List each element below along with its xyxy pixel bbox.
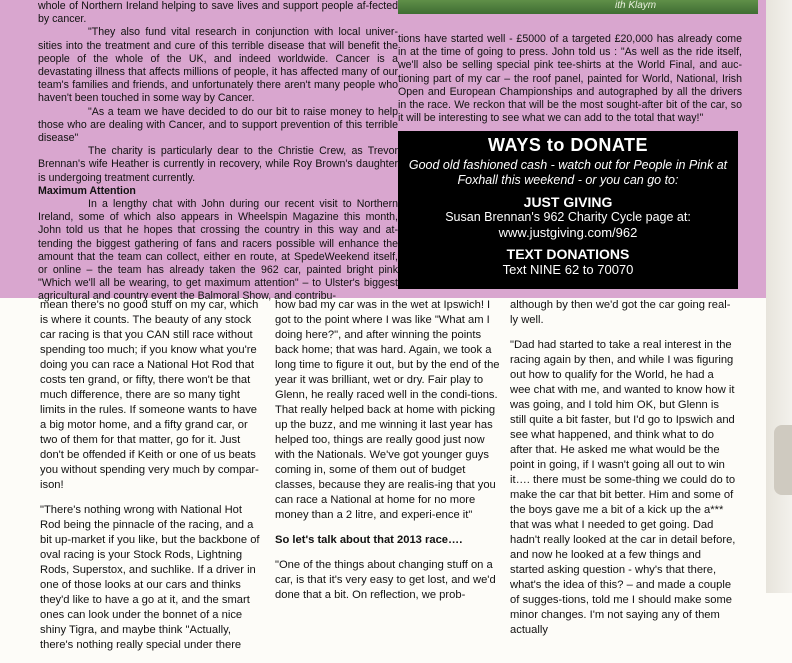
- col1-paragraph-2: "There's nothing wrong with National Hot Rod being the pinnacle of the racing, and a bit up-market if you like, but the backbone of oval racing is your Stock Rods, Lightning Rods, Superstox, and suchlike. If a driver in one of those looks at our cars and thinks they'd like to have a go at it, and the smart ones can look under the bonnet of a nice shiny Tigra, and maybe think "Actually, there's nothing really special under there: [40, 504, 260, 651]
- paragraph-1: whole of Northern Ireland helping to save lives and support people af-fected by cancer.: [38, 0, 398, 26]
- next-page-edge: [766, 0, 792, 593]
- donate-title: WAYS to DONATE: [487, 135, 648, 155]
- text-donations-line: Text NINE 62 to 70070: [502, 262, 634, 277]
- paragraph-4: The charity is particularly dear to the Christie Crew, as Trevor Brennan's wife Heather is currently in recovery, while Roy Brown's daughter is undergoing treatment currently.: [38, 145, 398, 184]
- donate-box: [398, 131, 738, 289]
- paragraph-5: In a lengthy chat with John during our recent visit to Northern Ireland, some of which also appears in Wheelspin Magazine this month, John told us that he hopes that crossing the country in this way and at-tending the biggest gathering of fans and racers possible will enhance the amount that the team can collect, either en route, at SpedeWeekend itself, or online – the team has already taken the 962 car, painted bright pink "Which we'll all be wearing, to get maximum attention" – to Ulster's biggest agricultural and country event the Balmoral Show, and contribu-: [38, 198, 398, 303]
- col3-paragraph-1: although by then we'd got the car going real-ly well.: [510, 299, 731, 326]
- cash-text: Good old fashioned cash - watch out for People in Pink at Foxhall this weekend - or you can go to:: [408, 158, 728, 187]
- col2-heading: So let's talk about that 2013 race….: [275, 534, 463, 546]
- text-donations-title: TEXT DONATIONS: [506, 246, 630, 262]
- column-3: [510, 298, 736, 648]
- column-2: [275, 298, 503, 613]
- justgiving-title: JUST GIVING: [523, 194, 613, 210]
- justgiving-url: www.justgiving.com/962: [498, 225, 638, 240]
- col2-paragraph-2: "One of the things about changing stuff on a car, is that it's very easy to get lost, and we'd done that a bit. On reflection, we prob-: [275, 559, 496, 601]
- col3-paragraph-2: "Dad had started to take a real interest in the racing again by then, and while I was figuring out how to qualify for the World, he had a wee chat with me, and wanted to know how it was going, and I told him OK, but Glenn is still quite a bit faster, but I'd go to Ipswich and see what happened, and think what to do after that. He asked me what would be the point in going, if I wasn't going all out to win it…. there must be some-thing we could do to make the car that bit better. Him and some of the boys gave me a bit of a kick up the a*** that was what I needed to get going. Dad hadn't really looked at the car in detail before, and now he looked at a few things and started asking question - why's that there, what's the idea of this? – and made a couple of sugges-tions, told me I should make some minor changes. I'm not saying any of them actually: [510, 339, 736, 636]
- justgiving-line: Susan Brennan's 962 Charity Cycle page at:: [445, 210, 691, 224]
- subheading-maximum-attention: Maximum Attention: [38, 184, 136, 197]
- next-page-photo-edge: [774, 425, 792, 495]
- race-photo: [398, 0, 758, 14]
- right-article: [398, 33, 742, 125]
- paragraph-3: "As a team we have decided to do our bit to raise money to help those who are dealing with Cancer, and to support prevention of this terrible disease": [38, 105, 398, 145]
- col2-paragraph-1: how bad my car was in the wet at Ipswich! I got to the point where I was like "What am I doing here?", and after winning the points back home; that was hard. Again, we took a long time to figure it out, but by the end of the year it was brilliant, wet or dry. Fair play to Glenn, he really raced well in the condi-tions. That really helped back at home with picking up the buzz, and me winning it last year has helped too, things are really good just now with the Nationals. We've got younger guys coming in, some of them out of budget classes, because they are realis-ing that you can race a National at home for no more money than a 2 litre, and experi-ence it": [275, 299, 500, 521]
- column-1: [40, 298, 265, 663]
- photo-caption: ith Klaym: [615, 0, 657, 11]
- paragraph-2: "They also fund vital research in conjunction with local univer-sities into the treatment and cure of this terrible disease that will benefit the people of the whole of the UK, and indeed worldwide. Cancer is a devastating illness that affects millions of people, it has affected many of our team's families and friends, and unfortunately there aren't many people who haven't been touched in some way by Cancer.: [38, 26, 398, 105]
- right-paragraph: tions have started well - £5000 of a targeted £20,000 has already come in at the time of going to press. John told us : "As well as the ride itself, we'll also be selling special pink tee-shirts at the World Final, and auc-tioning part of my car – the roof panel, painted for World, National, Irish Open and European Championships and autographed by all the drivers in the race. We reckon that will be the most sought-after bit of the car, so it will be interesting to see what we can add to the total that way!": [398, 33, 742, 125]
- left-article: [38, 0, 398, 304]
- col1-paragraph-1: mean there's no good stuff on my car, which is where it counts. The beauty of any stock car racing is that you CAN still race without spending too much; if you know what you're doing you can race a National Hot Rod that costs ten grand, or fifty, there won't be that much difference, there are so many tight limits in the rules. If someone wants to have a big motor home, and a fifty grand car, or two of them for that matter, go for it. Just don't be offended if Keith or one of us beats you without spending very much by compar-ison!: [40, 299, 259, 491]
